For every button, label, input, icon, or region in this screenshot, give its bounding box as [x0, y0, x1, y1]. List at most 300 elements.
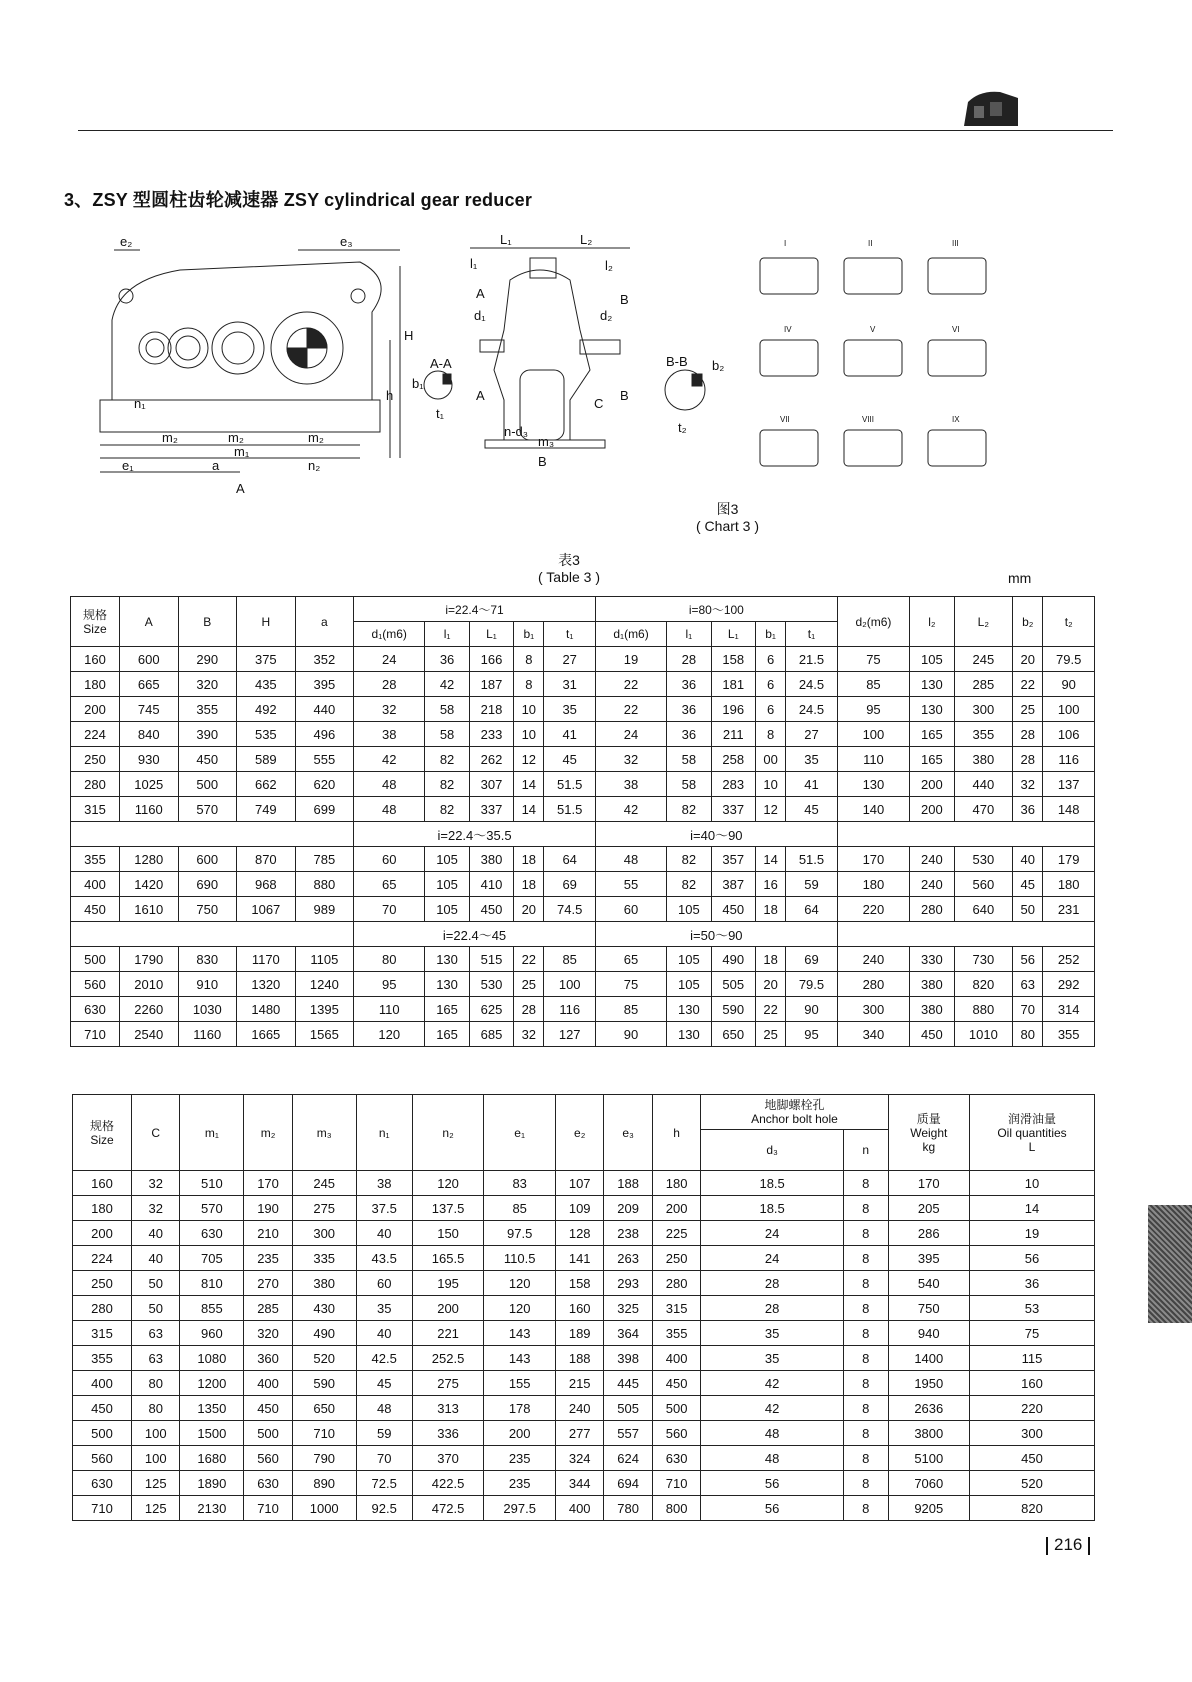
- table-cell: 45: [544, 747, 595, 772]
- table-cell: 640: [954, 897, 1013, 922]
- table-cell: 160: [71, 647, 120, 672]
- head-d1-a: d₁(m6): [354, 622, 425, 647]
- table-cell: 224: [71, 722, 120, 747]
- table-cell: 520: [970, 1471, 1095, 1496]
- table-cell: 555: [295, 747, 354, 772]
- head-l2: l₂: [910, 597, 954, 647]
- table-cell: 8: [843, 1221, 888, 1246]
- table-cell: 196: [711, 697, 755, 722]
- side-thumb-tab: [1148, 1205, 1192, 1323]
- table-cell: 8: [843, 1371, 888, 1396]
- table-cell: 355: [1043, 1022, 1095, 1047]
- assembly-IX: IX: [952, 415, 960, 424]
- table-cell: 37.5: [356, 1196, 412, 1221]
- table-row: [73, 1196, 1095, 1221]
- table-cell: 435: [237, 672, 296, 697]
- table-cell: 32: [1013, 772, 1043, 797]
- table-row: [73, 1346, 1095, 1371]
- table-cell: 42: [425, 672, 469, 697]
- table-cell: 75: [837, 647, 909, 672]
- chart-caption-cn: 图3: [716, 501, 739, 517]
- head-A: A: [119, 597, 178, 647]
- side-view: [470, 232, 630, 469]
- head-ratio-low: i=80～100: [595, 597, 837, 622]
- assembly-III: III: [952, 239, 959, 248]
- table-cell: 36: [667, 672, 711, 697]
- table-cell: 38: [356, 1171, 412, 1196]
- table-cell: 440: [954, 772, 1013, 797]
- table-cell: 42: [701, 1396, 844, 1421]
- table-cell: 56: [1013, 947, 1043, 972]
- table-cell: 24: [701, 1221, 844, 1246]
- table-cell: 490: [711, 947, 755, 972]
- table-cell: 00: [755, 747, 785, 772]
- label-d1: d₁: [474, 308, 486, 323]
- table-cell: 70: [1013, 997, 1043, 1022]
- table-cell: 1010: [954, 1022, 1013, 1047]
- table-cell: 110.5: [484, 1246, 556, 1271]
- table-row: [71, 697, 1095, 722]
- table-cell: 220: [837, 897, 909, 922]
- label-n1: n₁: [134, 396, 146, 411]
- label-a: a: [212, 458, 220, 473]
- table-cell: 27: [786, 722, 837, 747]
- table-cell: 450: [73, 1396, 132, 1421]
- table-cell: 300: [954, 697, 1013, 722]
- table-cell: 64: [786, 897, 837, 922]
- table-cell: 95: [354, 972, 425, 997]
- label-d2: d₂: [600, 308, 613, 323]
- table-cell: 750: [178, 897, 237, 922]
- table-cell: 22: [1013, 672, 1043, 697]
- table-cell: 400: [244, 1371, 292, 1396]
- table-cell: 258: [711, 747, 755, 772]
- section-bb: [665, 354, 724, 435]
- table-cell: 35: [701, 1321, 844, 1346]
- table-cell: 280: [837, 972, 909, 997]
- table-cell: 200: [412, 1296, 484, 1321]
- page-bar-right: [1088, 1537, 1090, 1555]
- table-cell: 92.5: [356, 1496, 412, 1521]
- table-cell: 8: [843, 1496, 888, 1521]
- table-cell: 1160: [178, 1022, 237, 1047]
- table-row: [71, 772, 1095, 797]
- table-cell: 286: [888, 1221, 969, 1246]
- table-cell: 10: [514, 722, 544, 747]
- table-cell: 224: [73, 1246, 132, 1271]
- table-cell: 8: [514, 672, 544, 697]
- table-cell: 165: [425, 1022, 469, 1047]
- table-cell: 285: [954, 672, 1013, 697]
- table-cell: 252.5: [412, 1346, 484, 1371]
- table-cell: 730: [954, 947, 1013, 972]
- table-cell: 355: [954, 722, 1013, 747]
- ratio-b: i=40～90: [595, 822, 837, 847]
- table-cell: 705: [180, 1246, 244, 1271]
- head-B: B: [178, 597, 237, 647]
- table-cell: 560: [652, 1421, 700, 1446]
- table-cell: 82: [667, 797, 711, 822]
- table-cell: 968: [237, 872, 296, 897]
- table-cell: 560: [73, 1446, 132, 1471]
- table-cell: 105: [425, 847, 469, 872]
- table-cell: 9205: [888, 1496, 969, 1521]
- table-cell: 1105: [295, 947, 354, 972]
- table-cell: 630: [652, 1446, 700, 1471]
- table-cell: 90: [595, 1022, 666, 1047]
- table-cell: 50: [1013, 897, 1043, 922]
- table-cell: 440: [295, 697, 354, 722]
- table-cell: 263: [604, 1246, 652, 1271]
- table-cell: 445: [604, 1371, 652, 1396]
- table-row: [73, 1246, 1095, 1271]
- table-cell: 200: [910, 772, 954, 797]
- assembly-IV: IV: [784, 325, 792, 334]
- table-cell: 209: [604, 1196, 652, 1221]
- table-cell: 100: [132, 1421, 180, 1446]
- table-cell: 450: [244, 1396, 292, 1421]
- head2-m3: m₃: [292, 1095, 356, 1171]
- table-row: [71, 847, 1095, 872]
- table-cell: 179: [1043, 847, 1095, 872]
- head2-oil: 润滑油量 Oil quantities L: [970, 1095, 1095, 1171]
- table-cell: 710: [652, 1471, 700, 1496]
- label-aa: A-A: [430, 356, 452, 371]
- table-cell: 25: [514, 972, 544, 997]
- table-cell: 313: [412, 1396, 484, 1421]
- table-cell: 18: [514, 872, 544, 897]
- table-cell: 35: [356, 1296, 412, 1321]
- assembly-I: I: [784, 239, 787, 248]
- table-cell: 530: [469, 972, 513, 997]
- table-cell: 7060: [888, 1471, 969, 1496]
- table-cell: 14: [514, 797, 544, 822]
- table-cell: 82: [425, 772, 469, 797]
- table-cell: 930: [119, 747, 178, 772]
- table-cell: 710: [73, 1496, 132, 1521]
- table-cell: 630: [180, 1221, 244, 1246]
- label-sec-b-bottom: B: [620, 388, 629, 403]
- table-cell: 225: [652, 1221, 700, 1246]
- table-cell: 170: [888, 1171, 969, 1196]
- table-cell: 240: [910, 872, 954, 897]
- table-cell: 10: [970, 1171, 1095, 1196]
- table-caption-en: ( Table 3 ): [538, 569, 600, 585]
- table-cell: 42: [595, 797, 666, 822]
- table-cell: 160: [73, 1171, 132, 1196]
- table-cell: 200: [71, 697, 120, 722]
- table-cell: 262: [469, 747, 513, 772]
- table-cell: 625: [469, 997, 513, 1022]
- table-cell: 8: [843, 1171, 888, 1196]
- table-cell: 490: [292, 1321, 356, 1346]
- table-cell: 277: [555, 1421, 603, 1446]
- table-cell: 690: [178, 872, 237, 897]
- table-cell: 344: [555, 1471, 603, 1496]
- table-cell: 1000: [292, 1496, 356, 1521]
- table-cell: 130: [837, 772, 909, 797]
- table-cell: 58: [667, 772, 711, 797]
- table-cell: 20: [1013, 647, 1043, 672]
- table-cell: 307: [469, 772, 513, 797]
- table-cell: 560: [244, 1446, 292, 1471]
- table-cell: 27: [544, 647, 595, 672]
- label-h: h: [386, 388, 394, 403]
- table-cell: 105: [667, 897, 711, 922]
- table-cell: 24: [595, 722, 666, 747]
- table-caption: [538, 552, 600, 586]
- table-cell: 380: [954, 747, 1013, 772]
- table-cell: 82: [425, 797, 469, 822]
- table-cell: 14: [514, 772, 544, 797]
- table-cell: 28: [354, 672, 425, 697]
- table-cell: 8: [843, 1346, 888, 1371]
- table-cell: 105: [425, 872, 469, 897]
- table-cell: 40: [356, 1221, 412, 1246]
- table-cell: 285: [244, 1296, 292, 1321]
- table-cell: 1400: [888, 1346, 969, 1371]
- table-cell: 600: [119, 647, 178, 672]
- table-cell: 35: [544, 697, 595, 722]
- table-cell: 1610: [119, 897, 178, 922]
- table-cell: 699: [295, 797, 354, 822]
- chart-caption-en: ( Chart 3 ): [696, 518, 760, 534]
- table-cell: 14: [970, 1196, 1095, 1221]
- head-size: 规格 Size: [71, 597, 120, 647]
- table-cell: 395: [295, 672, 354, 697]
- table-cell: 42: [701, 1371, 844, 1396]
- table-cell: 355: [71, 847, 120, 872]
- table-cell: 100: [1043, 697, 1095, 722]
- table-cell: 750: [888, 1296, 969, 1321]
- table-cell: 120: [484, 1296, 556, 1321]
- table-cell: 165.5: [412, 1246, 484, 1271]
- table-cell: 1200: [180, 1371, 244, 1396]
- table-cell: 82: [667, 872, 711, 897]
- table-cell: 80: [354, 947, 425, 972]
- head2-C: C: [132, 1095, 180, 1171]
- table-cell: 1790: [119, 947, 178, 972]
- table-cell: 665: [119, 672, 178, 697]
- section-aa: [412, 356, 452, 421]
- table-cell: 165: [910, 722, 954, 747]
- table-cell: 280: [71, 772, 120, 797]
- table-cell: 128: [555, 1221, 603, 1246]
- ratio-b: i=50～90: [595, 922, 837, 947]
- head2-n2: n₂: [412, 1095, 484, 1171]
- table-cell: 910: [178, 972, 237, 997]
- table-cell: 195: [412, 1271, 484, 1296]
- table-cell: 1320: [237, 972, 296, 997]
- label-L2: L₂: [580, 232, 593, 247]
- label-C: C: [594, 396, 604, 411]
- table-cell: 109: [555, 1196, 603, 1221]
- head2-m2: m₂: [244, 1095, 292, 1171]
- table-cell: 590: [711, 997, 755, 1022]
- table-cell: 28: [701, 1296, 844, 1321]
- table-cell: 24.5: [786, 697, 837, 722]
- table-cell: 472.5: [412, 1496, 484, 1521]
- table-cell: 880: [295, 872, 354, 897]
- table-cell: 32: [595, 747, 666, 772]
- table-cell: 100: [544, 972, 595, 997]
- table-cell: 250: [73, 1271, 132, 1296]
- page-number: [1040, 1535, 1096, 1555]
- table-caption-cn: 表3: [558, 552, 580, 568]
- table-cell: 430: [292, 1296, 356, 1321]
- table-row: [71, 972, 1095, 997]
- table-cell: 515: [469, 947, 513, 972]
- table-cell: 650: [711, 1022, 755, 1047]
- table-cell: 855: [180, 1296, 244, 1321]
- table-cell: 45: [786, 797, 837, 822]
- table-cell: 335: [292, 1246, 356, 1271]
- head-l1-a: l₁: [425, 622, 469, 647]
- table-row: [71, 1022, 1095, 1047]
- table-row: [73, 1471, 1095, 1496]
- table-cell: 64: [544, 847, 595, 872]
- table-cell: 940: [888, 1321, 969, 1346]
- table-row: [73, 1321, 1095, 1346]
- table-cell: 810: [180, 1271, 244, 1296]
- table-cell: 48: [354, 797, 425, 822]
- table-cell: 830: [178, 947, 237, 972]
- head2-weight: 质量 Weight kg: [888, 1095, 969, 1171]
- table-cell: 8: [843, 1296, 888, 1321]
- table-cell: 90: [1043, 672, 1095, 697]
- table-cell: 450: [71, 897, 120, 922]
- table-cell: 8: [843, 1271, 888, 1296]
- table-cell: 12: [514, 747, 544, 772]
- table-cell: 22: [595, 672, 666, 697]
- table-cell: 75: [595, 972, 666, 997]
- table-cell: 95: [837, 697, 909, 722]
- table-cell: 36: [667, 697, 711, 722]
- table-cell: 320: [244, 1321, 292, 1346]
- table-cell: 18: [514, 847, 544, 872]
- table-cell: 1030: [178, 997, 237, 1022]
- table-cell: 231: [1043, 897, 1095, 922]
- table-cell: 422.5: [412, 1471, 484, 1496]
- table-cell: 337: [711, 797, 755, 822]
- table-cell: 240: [555, 1396, 603, 1421]
- table-cell: 125: [132, 1471, 180, 1496]
- label-sec-a-top: A: [476, 286, 485, 301]
- table-cell: 6: [755, 672, 785, 697]
- table-cell: 18.5: [701, 1171, 844, 1196]
- ratio-a: i=22.4～45: [354, 922, 596, 947]
- table-cell: 330: [910, 947, 954, 972]
- head2-n1: n₁: [356, 1095, 412, 1171]
- table-cell: 510: [180, 1171, 244, 1196]
- table-cell: 570: [180, 1196, 244, 1221]
- table-cell: 960: [180, 1321, 244, 1346]
- table-cell: 70: [356, 1446, 412, 1471]
- table-cell: 110: [837, 747, 909, 772]
- table-cell: 840: [119, 722, 178, 747]
- table-cell: 189: [555, 1321, 603, 1346]
- page-number-text: 216: [1054, 1535, 1083, 1554]
- head-b1-b: b₁: [755, 622, 785, 647]
- table-cell: 8: [843, 1246, 888, 1271]
- table-cell: 22: [755, 997, 785, 1022]
- table-cell: 80: [132, 1396, 180, 1421]
- table-cell: 820: [954, 972, 1013, 997]
- table-cell: 36: [667, 722, 711, 747]
- label-m2-left: m₂: [162, 430, 178, 445]
- table-cell: 28: [667, 647, 711, 672]
- table-cell: 120: [412, 1171, 484, 1196]
- table-cell: 2260: [119, 997, 178, 1022]
- table-cell: 1080: [180, 1346, 244, 1371]
- table-cell: 137.5: [412, 1196, 484, 1221]
- table-cell: 6: [755, 697, 785, 722]
- table-cell: 240: [837, 947, 909, 972]
- table-cell: 65: [595, 947, 666, 972]
- table-cell: 127: [544, 1022, 595, 1047]
- table-cell: 270: [244, 1271, 292, 1296]
- table-cell: 2010: [119, 972, 178, 997]
- table-cell: 72.5: [356, 1471, 412, 1496]
- table-cell: 297.5: [484, 1496, 556, 1521]
- table-row: [71, 897, 1095, 922]
- head-L2: L₂: [954, 597, 1013, 647]
- label-nd3: n-d₃: [504, 424, 529, 439]
- table-cell: 31: [544, 672, 595, 697]
- table-cell: 370: [412, 1446, 484, 1471]
- weights-table: [72, 1094, 1095, 1521]
- table-cell: 180: [837, 872, 909, 897]
- table-cell: 570: [178, 797, 237, 822]
- table-cell: 60: [595, 897, 666, 922]
- dimension-drawings: [100, 232, 1100, 540]
- table-cell: 130: [667, 1022, 711, 1047]
- table-row: [73, 1271, 1095, 1296]
- table-cell: 32: [132, 1196, 180, 1221]
- table-cell: 630: [73, 1471, 132, 1496]
- table-cell: 140: [837, 797, 909, 822]
- table-cell: 56: [970, 1246, 1095, 1271]
- table-cell: 380: [292, 1271, 356, 1296]
- table-cell: 188: [604, 1171, 652, 1196]
- table-cell: 48: [356, 1396, 412, 1421]
- table-cell: 51.5: [786, 847, 837, 872]
- table-cell: 6: [755, 647, 785, 672]
- gear-reducer-logo-icon: [960, 88, 1022, 128]
- table-cell: 1240: [295, 972, 354, 997]
- table-cell: 500: [652, 1396, 700, 1421]
- table-cell: 280: [910, 897, 954, 922]
- table-cell: 390: [178, 722, 237, 747]
- table-cell: 1395: [295, 997, 354, 1022]
- table-cell: 82: [425, 747, 469, 772]
- table-cell: 600: [178, 847, 237, 872]
- table-cell: 180: [73, 1196, 132, 1221]
- table-cell: 12: [755, 797, 785, 822]
- ratio-spacer: [837, 822, 1094, 847]
- head-L1-b: L₁: [711, 622, 755, 647]
- table-cell: 83: [484, 1171, 556, 1196]
- table-cell: 505: [604, 1396, 652, 1421]
- table-cell: 35: [701, 1346, 844, 1371]
- table-cell: 16: [755, 872, 785, 897]
- table-cell: 150: [412, 1221, 484, 1246]
- table-cell: 3800: [888, 1421, 969, 1446]
- table-cell: 380: [910, 997, 954, 1022]
- table-cell: 400: [71, 872, 120, 897]
- table-cell: 170: [244, 1171, 292, 1196]
- assembly-VI: VI: [952, 325, 960, 334]
